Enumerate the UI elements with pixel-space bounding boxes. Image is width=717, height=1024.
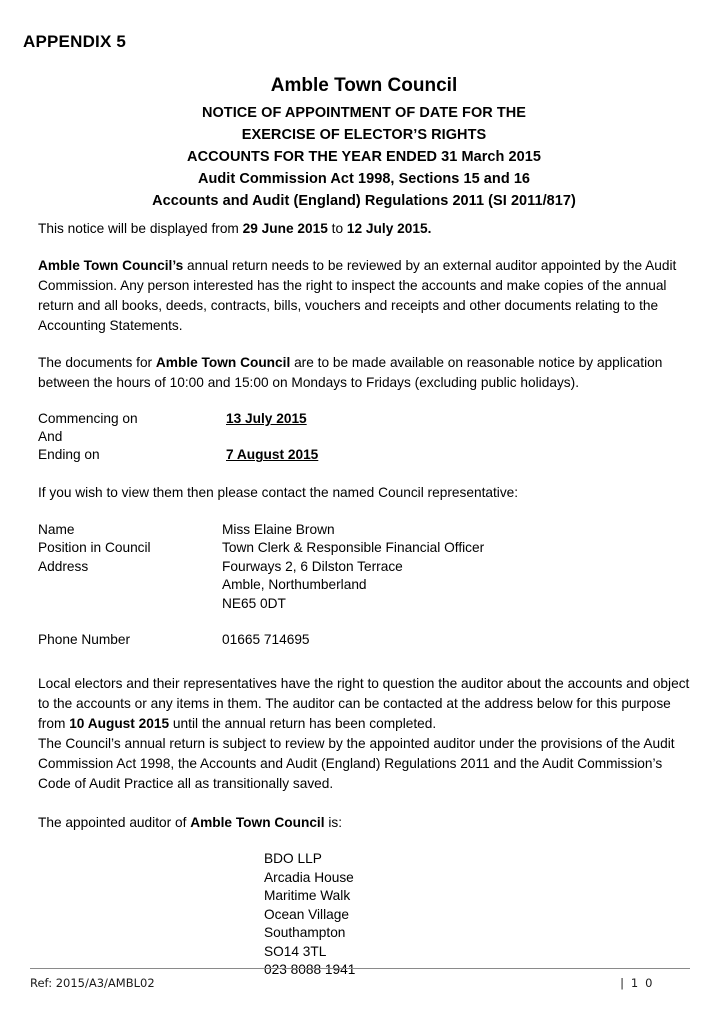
contact-details-block — [38, 521, 691, 650]
ending-label: Ending on — [38, 447, 100, 463]
contact-address-label-empty — [38, 576, 222, 595]
documents-availability-paragraph — [38, 353, 691, 393]
contact-name-label: Name — [38, 521, 75, 537]
contact-address-label-empty — [38, 595, 222, 614]
document-body — [38, 219, 691, 980]
auditor-intro-paragraph — [38, 813, 691, 833]
commencing-date-value: 13 July 2015 — [226, 411, 307, 426]
documents-suffix: are to be made available on reasonable notice by application between the hours of 10:00 and 15:00 on Mondays to Fridays (excluding public holidays). — [38, 355, 663, 390]
auditor-address-line: SO14 3TL — [264, 943, 327, 959]
auditor-address-block — [38, 850, 691, 980]
contact-address-line-3: NE65 0DT — [222, 595, 286, 611]
contact-block-spacer — [38, 613, 691, 631]
auditor-intro-council-name: Amble Town Council — [190, 815, 325, 831]
title-block — [38, 74, 690, 212]
contact-position-label: Position in Council — [38, 540, 151, 556]
contact-name-row — [38, 521, 691, 540]
contact-address-row — [38, 595, 691, 614]
auditor-address-line: Arcadia House — [264, 869, 354, 885]
documents-council-name: Amble Town Council — [155, 355, 291, 370]
footer-reference: Ref: 2015/A3/AMBL02 — [30, 976, 155, 990]
annual-return-paragraph — [38, 256, 691, 336]
electors-text-part-2: until the annual return has been completed. — [169, 716, 437, 732]
auditor-address-line: Maritime Walk — [264, 888, 351, 904]
subtitle-line-2: EXERCISE OF ELECTOR’S RIGHTS — [241, 126, 487, 143]
electors-rights-paragraph — [38, 674, 691, 734]
display-period-paragraph — [38, 219, 691, 239]
auditor-intro-suffix: is: — [324, 815, 343, 831]
display-period-prefix: This notice will be displayed from — [38, 221, 243, 236]
footer-divider — [30, 968, 690, 969]
auditor-intro-prefix: The appointed auditor of — [38, 815, 191, 831]
auditor-address-line: Ocean Village — [264, 906, 349, 922]
contact-phone-label: Phone Number — [38, 632, 131, 648]
subtitle-line-1: NOTICE OF APPOINTMENT OF DATE FOR THE — [201, 104, 527, 121]
contact-address-label: Address — [38, 558, 89, 574]
and-value — [226, 428, 691, 446]
documents-prefix: The documents for — [38, 355, 156, 370]
inspection-date-row — [38, 428, 691, 446]
contact-position-row — [38, 539, 691, 558]
contact-address-row — [38, 576, 691, 595]
annual-return-text: annual return needs to be reviewed by an external auditor appointed by the Audit Commission. Any person interested has the right to inspect the accounts and make copies of the annual return and all books, deeds, contracts, bills, vouchers and receipts and other documents relating to the Accounting Statements. — [38, 258, 677, 333]
footer-page-number: | 1 0 — [620, 976, 654, 990]
ending-date-value: 7 August 2015 — [226, 447, 319, 463]
auditor-phone-number: 023 8088 1941 — [264, 962, 356, 978]
contact-phone-row — [38, 631, 691, 650]
contact-address-line-1: Fourways 2, 6 Dilston Terrace — [222, 558, 403, 574]
review-provisions-paragraph: The Council’s annual return is subject to review by the appointed auditor under the provisions of the Audit Commission Act 1998, the Accounts and Audit (England) Regulations 2011 and the Audit Commission’s Code of Audit Practice all as transitionally saved. — [38, 736, 675, 792]
display-from-date: 29 June 2015 — [242, 221, 328, 236]
contact-intro-paragraph: If you wish to view them then please contact the named Council representative: — [38, 484, 519, 500]
inspection-date-row — [38, 446, 691, 464]
subtitle-line-5: Accounts and Audit (England) Regulations 2011 (SI 2011/817) — [152, 192, 576, 209]
contact-address-row — [38, 558, 691, 577]
annual-return-council-name: Amble Town Council’s — [38, 258, 184, 273]
document-title: Amble Town Council — [270, 75, 458, 96]
subtitle-line-4: Audit Commission Act 1998, Sections 15 and 16 — [197, 170, 531, 187]
commencing-label: Commencing on — [38, 411, 138, 426]
contact-phone-value: 01665 714695 — [222, 632, 310, 648]
subtitle-line-3: ACCOUNTS FOR THE YEAR ENDED 31 March 2015 — [187, 148, 541, 165]
auditor-address-line: Southampton — [264, 925, 346, 941]
page-footer — [30, 976, 690, 990]
display-period-middle: to — [327, 221, 347, 236]
contact-name-value: Miss Elaine Brown — [222, 521, 335, 537]
and-label: And — [38, 429, 63, 445]
auditor-address-line: BDO LLP — [264, 851, 322, 867]
electors-contact-date: 10 August 2015 — [69, 716, 170, 732]
display-to-date: 12 July 2015. — [346, 221, 432, 236]
inspection-date-row — [38, 410, 691, 428]
inspection-dates-block — [38, 410, 691, 465]
contact-address-line-2: Amble, Northumberland — [222, 577, 367, 593]
electors-text-part-1: Local electors and their representatives have the right to question the auditor about the accounts and object to the accounts or any items in them. The auditor can be contacted at the address below for this purpose from — [38, 676, 690, 732]
contact-position-value: Town Clerk & Responsible Financial Officer — [222, 540, 485, 556]
appendix-heading: APPENDIX 5 — [23, 32, 127, 51]
